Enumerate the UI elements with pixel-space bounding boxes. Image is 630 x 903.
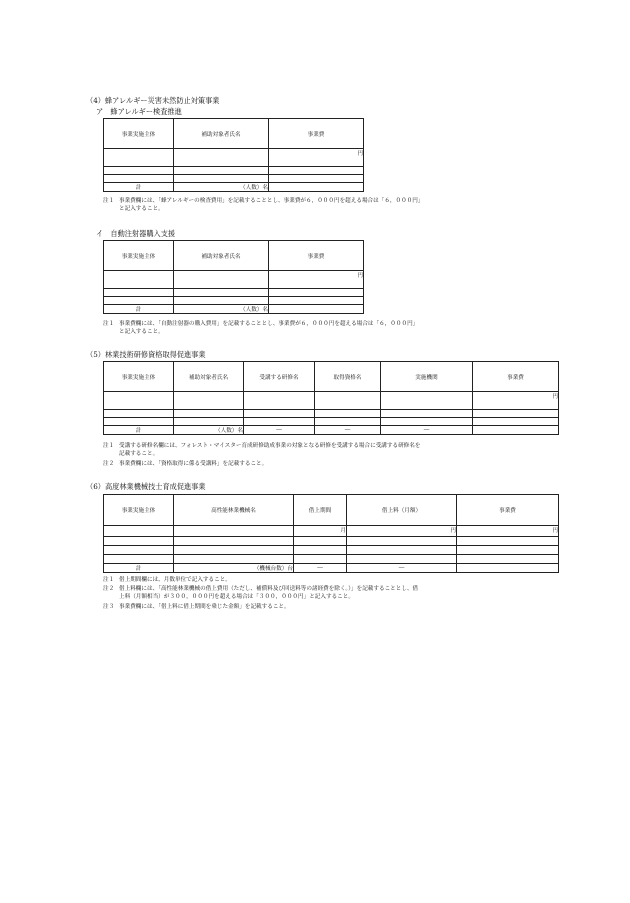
table-row (104, 526, 559, 537)
note-text: 借上料欄には、「高性能林業機械の借上費用（ただし、補償料及び回送料等の諸経費を除く。）」を記載することとし、借 (119, 586, 419, 592)
note-text: 事業費欄には、「蜂アレルギーの検査費用」を記載することとし、事業費が６，０００円を超える場合は「６，０００円」 (119, 198, 424, 204)
note-text: 借上期間欄には、月数単位で記入すること。 (119, 577, 231, 583)
note-6-1 (103, 577, 231, 585)
note-text: 事業費欄には、「資格取得に係る受講料」を記載すること。 (119, 461, 268, 467)
cell-cost-yen: 円 (269, 149, 364, 167)
table-5 (103, 361, 559, 435)
note-4b-1 (103, 321, 418, 336)
header-recipient: 補助対象者氏名 (174, 241, 269, 271)
table-4a (103, 118, 364, 192)
note-6-2 (103, 586, 418, 601)
note-marker: 注２ (103, 586, 115, 592)
header-rental-period: 借上期間 (294, 495, 347, 526)
total-label: 計 (104, 183, 174, 192)
total-cost (269, 183, 364, 192)
note-text: 事業費欄には、「自動注射器の購入費用」を記載することとし、事業費が６，０００円を超える場合は「６，０００円」 (119, 321, 419, 327)
note-5-1 (103, 443, 420, 458)
total-label: 計 (104, 564, 174, 573)
table-row (104, 555, 559, 564)
note-marker: 注２ (103, 461, 115, 467)
section-4a-title: ア 蜂アレルギー検査推進 (96, 107, 182, 116)
note-marker: 注１ (103, 198, 115, 204)
total-cost (473, 426, 559, 435)
note-marker: 注３ (103, 604, 115, 610)
header-machine: 高性能林業機械名 (174, 495, 294, 526)
table-row (104, 537, 559, 546)
header-cost: 事業費 (269, 119, 364, 149)
total-label: 計 (104, 426, 174, 435)
table-row (104, 392, 559, 410)
section-4-title: （4）蜂アレルギー災害未然防止対策事業 (86, 96, 220, 105)
note-text: 受講する研修名欄には、フォレスト・マイスター育成研修助成事業の対象となる研修を受講する場合に受講する研修名を (119, 443, 421, 449)
note-marker: 注１ (103, 443, 115, 449)
header-cost: 事業費 (269, 241, 364, 271)
table-row (104, 175, 364, 183)
cell-cost-yen: 円 (269, 271, 364, 289)
cell-recipient (174, 271, 269, 289)
header-course: 受講する研修名 (244, 362, 315, 392)
cell-implementer (104, 149, 174, 167)
header-implementer: 事業実施主体 (104, 241, 174, 271)
total-cost (457, 564, 559, 573)
total-count-label: （人数）名 (174, 426, 244, 435)
note-text: 事業費欄には、「借上料に借上期間を乗じた金額」を記載すること。 (119, 604, 290, 610)
table-row (104, 297, 364, 305)
note-marker: 注１ (103, 321, 115, 327)
header-cost: 事業費 (457, 495, 559, 526)
total-dash: ― (294, 564, 347, 573)
cell-fee-yen: 円 (347, 526, 457, 537)
table-4b (103, 240, 364, 314)
total-row (104, 426, 559, 435)
note-text-cont: 上料（月額相当）が３００，０００円を超える場合は「３００，０００円」と記入すること。 (119, 593, 354, 600)
header-implementer: 事業実施主体 (104, 119, 174, 149)
header-recipient: 補助対象者氏名 (174, 362, 244, 392)
total-row (104, 564, 559, 573)
table-row (104, 410, 559, 418)
total-row (104, 183, 364, 192)
total-count-label: （人数）名 (174, 305, 269, 314)
header-institution: 実施機関 (381, 362, 473, 392)
total-count-label: （人数）名 (174, 183, 269, 192)
total-count-label: （機械台数）台 (174, 564, 294, 573)
cell-implementer (104, 271, 174, 289)
section-5-title: （5）林業技術研修資格取得促進事業 (86, 350, 206, 359)
table-row (104, 546, 559, 555)
total-dash: ― (315, 426, 381, 435)
table-row (104, 418, 559, 426)
header-recipient: 補助対象者氏名 (174, 119, 269, 149)
note-text-cont: と記入すること。 (119, 328, 164, 335)
header-cost: 事業費 (473, 362, 559, 392)
cell-cost-yen: 円 (473, 392, 559, 410)
note-6-3 (103, 604, 290, 612)
total-dash: ― (347, 564, 457, 573)
table-row (104, 149, 364, 167)
note-5-2 (103, 461, 267, 469)
table-row (104, 167, 364, 175)
cell-cost-yen: 円 (457, 526, 559, 537)
total-label: 計 (104, 305, 174, 314)
note-text-cont: 記載すること。 (119, 450, 159, 457)
total-dash: ― (381, 426, 473, 435)
cell-period-month: 月 (294, 526, 347, 537)
total-dash: ― (244, 426, 315, 435)
note-4a-1 (103, 198, 424, 213)
table-row (104, 271, 364, 289)
table-6 (103, 494, 559, 573)
section-4b-title: イ 自動注射器購入支援 (96, 229, 176, 238)
note-marker: 注１ (103, 577, 115, 583)
header-implementer: 事業実施主体 (104, 495, 174, 526)
total-cost (269, 305, 364, 314)
header-rental-fee: 借上料（月額） (347, 495, 457, 526)
section-6-title: （6）高度林業機械技士育成促進事業 (86, 482, 206, 491)
header-implementer: 事業実施主体 (104, 362, 174, 392)
total-row (104, 305, 364, 314)
note-text-cont: と記入すること。 (119, 205, 164, 212)
table-row (104, 289, 364, 297)
cell-recipient (174, 149, 269, 167)
header-qualification: 取得資格名 (315, 362, 381, 392)
